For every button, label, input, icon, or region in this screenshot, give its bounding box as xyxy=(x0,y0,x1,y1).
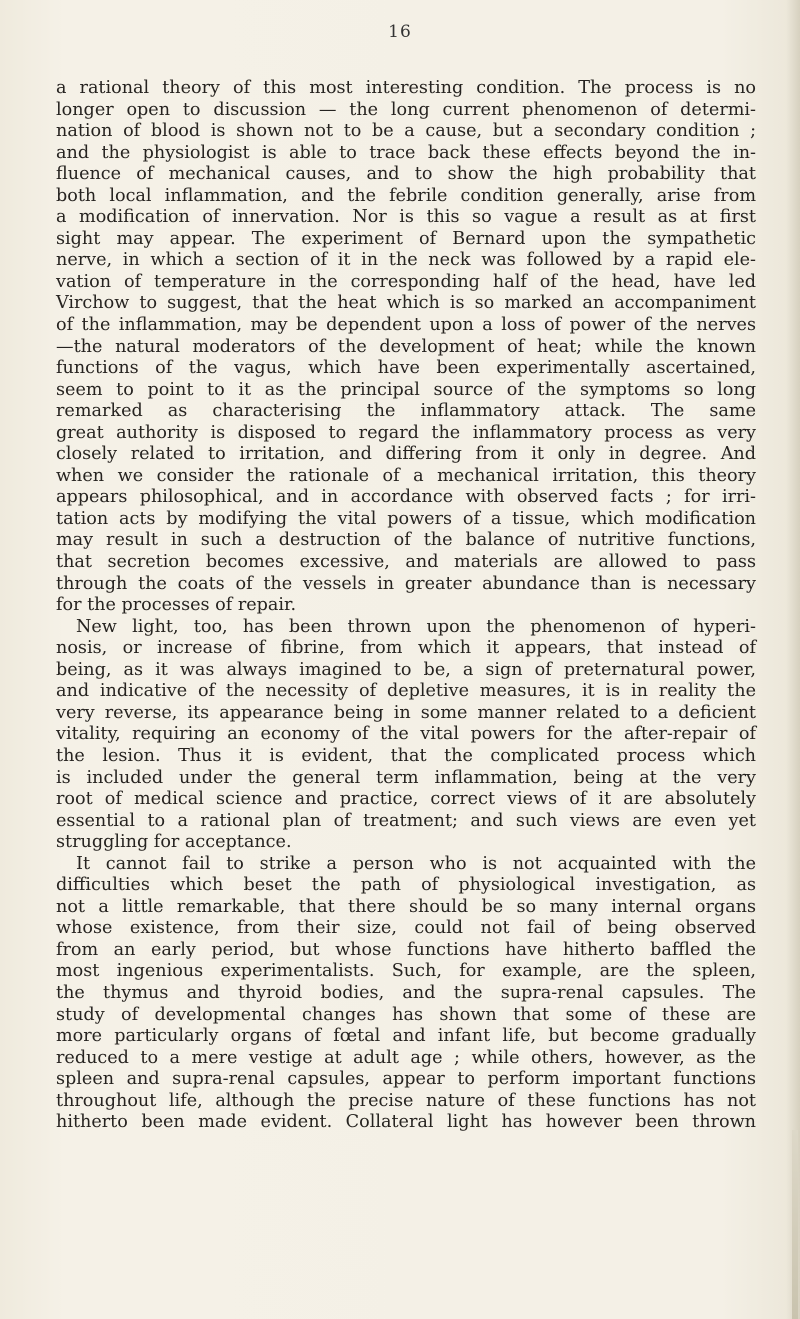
text-line: nation of blood is shown not to be a cause, but a secondary condition ; xyxy=(56,121,756,142)
page-edge-marks xyxy=(792,1130,798,1319)
text-line: through the coats of the vessels in greater abundance than is necessary xyxy=(56,573,756,594)
text-line: remarked as characterising the inflammatory attack. The same xyxy=(56,401,756,422)
text-line: study of developmental changes has shown that some of these are xyxy=(56,1004,756,1025)
text-line: It cannot fail to strike a person who is not acquainted with the xyxy=(76,853,756,874)
text-line: New light, too, has been thrown upon the phenomenon of hyperi- xyxy=(76,616,756,637)
text-line: —the natural moderators of the development of heat; while the known xyxy=(56,336,756,357)
text-line: very reverse, its appearance being in some manner related to a deficient xyxy=(56,702,756,723)
text-line: is included under the general term inflammation, being at the very xyxy=(56,767,756,788)
text-line: both local inflammation, and the febrile condition generally, arise from xyxy=(56,185,756,206)
text-line: may result in such a destruction of the balance of nutritive functions, xyxy=(56,530,756,551)
text-line: most ingenious experimentalists. Such, for example, are the spleen, xyxy=(56,961,756,982)
body-text xyxy=(56,78,756,1134)
text-line: and indicative of the necessity of depletive measures, it is in reality the xyxy=(56,681,756,702)
text-line: seem to point to it as the principal source of the symptoms so long xyxy=(56,379,756,400)
text-line: a modification of innervation. Nor is this so vague a result as at first xyxy=(56,207,756,228)
text-line: reduced to a mere vestige at adult age ; while others, however, as the xyxy=(56,1047,756,1068)
text-line: more particularly organs of fœtal and infant life, but become gradually xyxy=(56,1026,756,1047)
text-line: the lesion. Thus it is evident, that the complicated process which xyxy=(56,745,756,766)
text-line: functions of the vagus, which have been experimentally ascertained, xyxy=(56,358,756,379)
text-line: whose existence, from their size, could not fail of being observed xyxy=(56,918,756,939)
text-line: appears philosophical, and in accordance with observed facts ; for irri- xyxy=(56,487,756,508)
text-line: tation acts by modifying the vital powers of a tissue, which modification xyxy=(56,508,756,529)
text-line: nosis, or increase of fibrine, from which it appears, that instead of xyxy=(56,638,756,659)
text-line: essential to a rational plan of treatment; and such views are even yet xyxy=(56,810,756,831)
text-line: from an early period, but whose functions have hitherto baffled the xyxy=(56,939,756,960)
text-line: sight may appear. The experiment of Bernard upon the sympathetic xyxy=(56,228,756,249)
text-line: vation of temperature in the corresponding half of the head, have led xyxy=(56,271,756,292)
text-line: fluence of mechanical causes, and to show the high probability that xyxy=(56,164,756,185)
page-number: 16 xyxy=(388,22,412,42)
text-line: hitherto been made evident. Collateral light has however been thrown xyxy=(56,1112,756,1133)
text-line: a rational theory of this most interesting condition. The process is no xyxy=(56,78,756,98)
text-line: not a little remarkable, that there should be so many internal organs xyxy=(56,896,756,917)
text-line: struggling for acceptance. xyxy=(56,832,292,853)
text-line: root of medical science and practice, correct views of it are absolutely xyxy=(56,789,756,810)
text-line: for the processes of repair. xyxy=(56,595,297,616)
text-line: the thymus and thyroid bodies, and the supra-renal capsules. The xyxy=(56,982,756,1003)
text-line: closely related to irritation, and differing from it only in degree. And xyxy=(56,444,756,465)
text-line: and the physiologist is able to trace back these effects beyond the in- xyxy=(56,142,756,163)
page-edge-shadow xyxy=(786,0,800,1319)
text-line: spleen and supra-renal capsules, appear to perform important functions xyxy=(56,1069,756,1090)
text-line: longer open to discussion — the long current phenomenon of determi- xyxy=(56,99,756,120)
text-line: that secretion becomes excessive, and materials are allowed to pass xyxy=(56,552,756,573)
text-line: difficulties which beset the path of physiological investigation, as xyxy=(56,875,756,896)
text-line: when we consider the rationale of a mechanical irritation, this theory xyxy=(56,465,756,486)
text-line: throughout life, although the precise nature of these functions has not xyxy=(56,1090,756,1111)
text-line: great authority is disposed to regard the inflammatory process as very xyxy=(56,422,756,443)
text-line: nerve, in which a section of it in the neck was followed by a rapid ele- xyxy=(56,250,756,271)
text-line: of the inflammation, may be dependent upon a loss of power of the nerves xyxy=(56,315,756,336)
text-line: being, as it was always imagined to be, a sign of preternatural power, xyxy=(56,659,756,680)
text-line: Virchow to suggest, that the heat which is so marked an accompaniment xyxy=(56,293,756,314)
text-line: vitality, requiring an economy of the vital powers for the after-repair of xyxy=(56,724,756,745)
